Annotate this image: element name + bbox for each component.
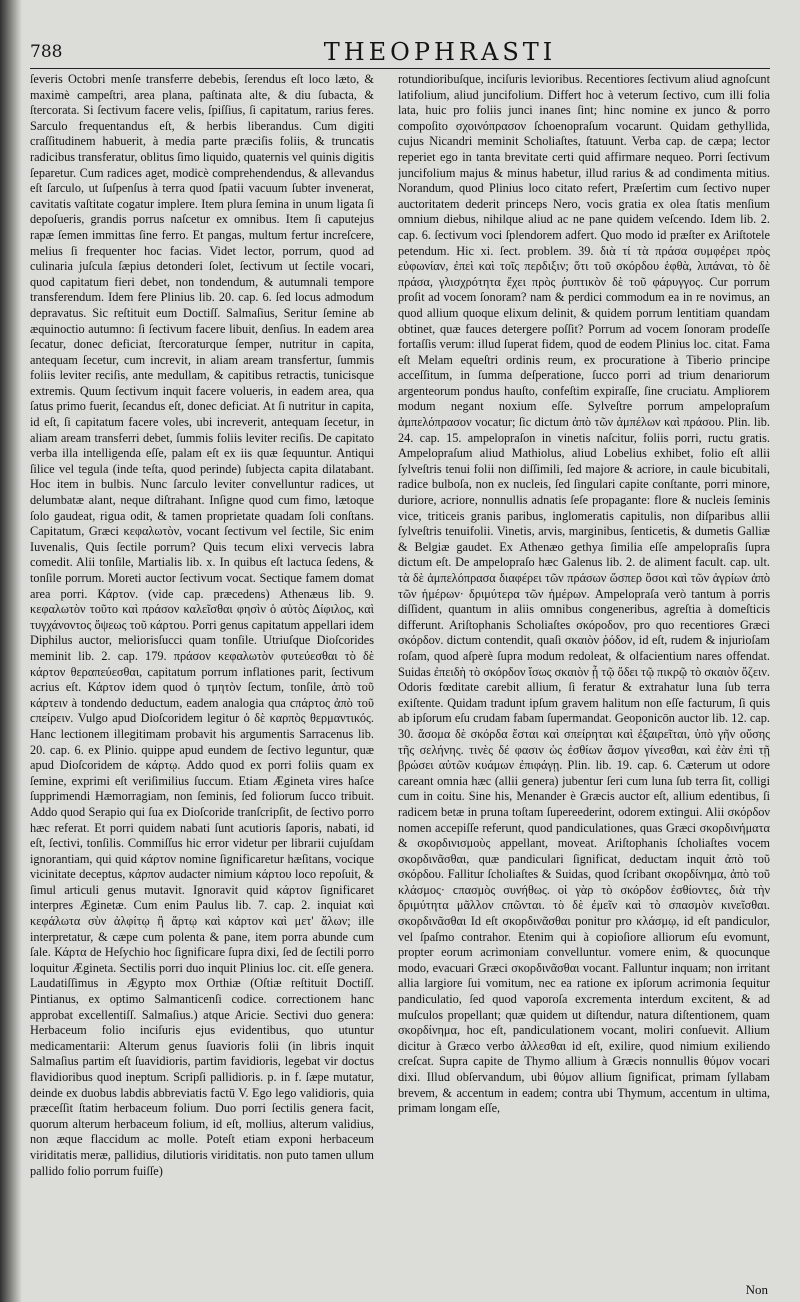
left-column (30, 72, 374, 1282)
page-number: 788 (30, 42, 63, 62)
catchword: Non (745, 1282, 768, 1297)
right-column-text: rotundioribuſque, inciſuris levioribus. Recentiores ſectivum aliud agnoſcunt latifolium, aliud juncifolium. Differt hoc à veterum ſectivo, cum illi folia lata, huic pro foliis junci inanes ſint; hinc nomine ex junco & porro compoſito σχοινόπρασον ſchoenopraſum vocarunt. Quidam gethyllida, cujus Nicandri meminit Scholiaſtes, ſtatuunt. Verba cap. de cæpa; lector reperiet ego in tanta brevitate certi quid affirmare nequeo. Porri ſectivum juncifolium majus & minus habetur, illud rarius & ad condimenta mitius. Norandum, quod Plinius loco citato refert, Præſertim cum ſectivo nuper auctoritatem dederit princeps Nero, vocis gratia ex olea ſtatis menſium omnium diebus, nihilque aliud ac ne pane quidem veſcendo. Idem lib. 2. cap. 6. ſectivum voci ſplendorem adfert. Quo modo id præſter ex Ariſtotele petendum. Hic xi. ſect. problem. 39. διὰ τί τὰ πράσα συμφέρει πρὸς εὐφωνίαν, ἐπεὶ καὶ τοῖς περδιξιν; ὅτι τοῦ σκόρδου ἑφθὰ, λιπάναι, τὸ δὲ πράσα, γλισχρότητα ἔχει πρὸς ῥυπτικὸν δὲ τοῦ φάρυγγος. Cur porrum proſit ad vocem ſonoram? nam & perdici commodum ea in re novimus, an quod allium quoque elixum delinit, & quidem porrum lentitiam quandam obtinet, quæ fauces detergere poſſit? Porrum ad vocem ſonoram prodeſſe fortaſſis verum: illud ſuperat fidem, quod de eodem Plinius loc. citat. Fama eſt Melam equeſtri ordinis reum, ex procuratione à Tiberio principe acceſſitum, in ſumma deſperatione, ſucco porri ad trium denariorum argenteorum pondus hauſto, confeſtim expiraſſe, ſine cruciatu. Ampliorem modum negant noxium eſſe. Sylveſtre porrum ampelopraſum ἀμπελόπρασον vocatur; ſic dictum ἀπὸ τῶν ἀμπέλων καὶ πράσου. Plin. lib. 24. cap. 15. ampelopraſon in vinetis naſcitur, foliis porri, ructu gratis. Ampelopraſum aliud Mathiolus, aliud Lobelius exhibet, folio eſt allii ſylveſtris tenui folii non diſſimili, ſed majore & acriore, in caule bicubitali, radice bulboſa, non ex nucleis, ſed ſingulari capite conſtante, porri minore, duriore, acriore, nonnullis adnatis ſeſe propagante: flore & nucleis ſeminis vice, triticeis granis paribus, inglomeratis capitulis, non diſparibus allii ſylveſtris tenuifolii. Vinetis, arvis, marginibus, ſenticetis, & dumetis Galliæ & Belgiæ gaudet. Ex Athenæo gethya ſimilia eſſe ampelopraſis ſupra dictum eſt. De ampelopraſo hæc Galenus lib. 2. de aliment facult. cap. ult. τὰ δὲ ἀμπελόπρασα διαφέρει τῶν πράσων ὥσπερ ὅσοι καὶ τῶν ἀγρίων ἀπὸ τῶν ἡμέρων· δριμύτερα τῶν ἡμέρων. Ampelopraſa verò tantum à porris diſſident, quantum in aliis omnibus congeneribus, agreſtia à domeſticis differunt. Ariſtophanis Scholiaſtes σκόροδον, pro quo recentiores Græci σκόρδον. dictum contendit, quaſi σκαιὸν ῥόδον, id eſt, rudem & injurioſam roſam, quod aſperè ſupra modum redoleat, & olfacientium nares offendat. Suidas ἐπειδὴ τὸ σκόρδον ἴσως σκαιὸν ᾖ τῷ ὄδει τῷ πικρῷ τὸ σκαιὸν ὄζειν. Odoris fœditate carebit allium, ſi feratur & extrahatur luna ſub terra exiſtente. Quidam tradunt ipſum gravem halitum non eſſe facturum, ſi quis ab ipſorum eſu crudam fabam ſupermandat. Geoponicōn auctor lib. 12. cap. 30. ἄσομα δὲ σκόρδα ἔσται καὶ σπείρηται καὶ ἐξαιρεῖται, ὑπὸ γῆν οὔσης τῆς σελήνης. τινὲς δέ φασιν ὡς ἐσθίων ἄσμον γίνεσθαι, καὶ ἐὰν ἐπὶ τῇ βρώσει αὐτῶν κυάμων ἐπιφάγῃ. Plin. lib. 19. cap. 6. Cæterum ut odore careant omnia hæc (allii genera) jubentur ſeri cum luna ſub terra ſit, colligi cum in coitu. Sine his, Menander è Græcis auctor eſt, allium edentibus, ſi radicem betæ in pruna toſtam ſupereederint, odorem extingui. Alii σκόρδον nomen accepiſſe referunt, quod pandiculationes, quas Græci σκορδινήματα & σκορδινισμοὺς appellant, moveat. Ariſtophanis ſcholiaſtes vocem σκορδινᾶσθαι, quæ pandiculari ſignificat, deductam inquit ἀπὸ τοῦ σκόρδου. Fallitur ſcholiaſtes & Suidas, quod ſcribant σκορδίνημα, ἀπὸ τοῦ κλάσμος· ϲπασμὸς συνήθως. οἱ γὰρ τὸ σκόρδον ἐσθίοντες, διὰ τὴν δριμύτητα μᾶλλον ϲπῶνται. τὸ δὲ ἐμεῖν καὶ τὸ σπασμὸν κινεῖσθαι. σκορδινᾶσθαι Id eſt σκορδινᾶσθαι ponitur pro κλάσμῳ, id eſt pandiculor, vel ſpaſmo contrahor. Etenim qui à copioſiore alliorum eſu evomunt, propter eorum acrimoniam convelluntur. vomere enim, & quocunque modo, evacuari Græci σκορδινᾶσθαι vocant. Falluntur inquam; non irritant allia largiore ſui vomitum, nec ea ratione ex ipſorum acrimonia ſequitur pandiculatio, ſed quod vaporoſa excrementa interdum excitent, & ad muſculos propellant; quæ quidem ut diſtendur, natura diſtentionem, quam σκορδίνημα, hoc eſt, pandiculationem vocant, moliri conſuevit. Allium dicitur à Græco verbo ἀλλεσθαι id eſt, exilire, quod nimium exiliendo creſcat. Supra capite de Thymo allium à Græcis nonnullis θύμον vocari dixi. Illud obſervandum, ubi θύμον allium ſignificat, primam ſyllabam brevem, & accentum in eadem; contra ubi Thymum, accentum in ultima, primam longam eſſe, (398, 72, 770, 1116)
page-header (30, 38, 770, 69)
gutter-shadow (0, 0, 22, 1302)
running-head: THEOPHRASTI (323, 38, 557, 66)
right-column (398, 72, 770, 1282)
left-column-text: ſeveris Octobri menſe transferre debebis, ſerendus eſt loco læto, & maximè campeſtri, area plana, paſtinata alte, & diu ſubacta, & ſtercorata. Si ſectivum facere velis, ſpiſſius, ſi capitatum, rarius feres. Sarculo frequentandus eſt, & herbis liberandus. Cum digiti craſſitudinem habuerit, à media parte præciſis foliis, & truncatis radicibus transferatur, oblitus ſimo liquido, quaternis vel quinis digitis ſeparetur. Cum radices aget, modicè comprehendendus, & allevandus eſt ſarculo, ut ſuſpenſus à terra quod ſpatii vacuum ſubter invenerat, cavitatis vaſtitate cogatur implere. Item plura ſemina in unum ligata ſi depoſueris, grandis porrus naſcetur ex omnibus. Item ſi caputejus rapæ ſemen immittas ſine ferro. Et pangas, multum fertur increſcere, melius ſi frequenter hoc facias. Videt lector, porrum, quod ad culinaria juſcula ſæpius detonderi ſolet, ſectivum ut ſectile vocari, quod capitatum fieri debet, non tondendum, & autumnali tempore transferendum. Idem fere Plinius lib. 20. cap. 6. ſed locus admodum depravatus. Sic reſtituit eum Doctiſſ. Salmaſius, Seritur ſemine ab æquinoctio autumno: ſi ſectivum facere libuit, denſius. In eadem area ſecatur, donec deficiat, ſtercoraturque ſemper, nutritur in capita, antequam ſecetur, cum increvit, in aliam aream transfertur, ſummis foliis leviter reciſis, ante medullam, & capitibus retractis, tunicisque extremis. Quum ſectivum inquit facere volueris, in eadem area, qua ſatus primo fuerit, ſecandus eſt, donec deficiat. At ſi nutritur in capita, id eſt, ſi capitatum facere voles, ubi increverit, antequam ſecetur, in aliam aream transferri debet, ſummis foliis leviter reciſis. De capitato verba illa intelligenda eſſe, palam eſt ex iis quæ ſequuntur. Antiqui ſilice vel tegula (inde teſta, quod perinde) ſubjecta capita dilatabant. Hoc item in bulbis. Nunc ſarculo leviter convelluntur radices, ut delumbatæ alant, neque diſtrahant. Inſigne quod cum fimo, lætoque ſolo gaudeat, rigua odit, & tamen proprietate quadam ſoli conſtans. Capitatum, Græci κεφαλωτὸν, vocant ſectivum vel ſectile, Sic enim Iuvenalis, Quis ſectile porrum? Quis tecum elixi vervecis labra comedit. Alii tonſile, Martialis lib. x. In quibus eſt lactuca ſedens, & tonſile porrum. Moreti auctor ſectivum vocat. Sectique famem domat area porri. Κάρτον. (vide cap. præcedens) Athenæus lib. 9. κεφαλωτὸν τοῦτο καὶ πράσον καλεῖσθαι φησὶν ὁ αὐτὸς Δίφιλος, καὶ τυγχάνοντος ὄψεως τοῦ κάρτου. Porri genus capitatum appellari idem Diphilus auctor, meliorisſucci quam tonſile. Utriuſque Dioſcorides meminit lib. 2. cap. 179. πράσον κεφαλωτὸν φυτεύεσθαι τὸ δὲ κάρτον θεραπεύεσθαι, capitatum porrum inflationes parit, ſectivum acrius eſt. Κάρτον idem quod ὁ τμητὸν ſectum, tonſile, ἀπὸ τοῦ κάρτειν à tondendo deductum, eadem analogia qua ϲπάρτος ἀπὸ τοῦ ϲπείρειν. Vulgo apud Dioſcoridem legitur ὁ δὲ καρπὸς θερμαντικός. Hanc lectionem illegitimam probavit his argumentis Sarracenus lib. 20. cap. 6. ex Plinio. quippe apud eundem de ſectivo leguntur, quæ apud Dioſcoridem de κάρτῳ. Addo quod ex porri foliis quam ex ſemine, exprimi eſt veriſimilius ſuccum. Etiam Ægineta vires haſce ſupprimendi Hæmorragiam, non ſeminis, ſed foliorum ſucco tribuit. Addo quod Serapio qui ſua ex Dioſcoride tranſcripſit, de ſectivo porro hæc referat. Et porri quidem nabati ſunt acutioris ſaporis, nabati, id eſt, ſectivi, tonſilis. Commiſſus hic error videtur per librarii cujuſdam ignorantiam, qui quid κάρτον nomine ſignificaretur hæſitans, vocique vicinitate deceptus, κάρπον audacter nimium κάρτου loco repoſuit, & ſimul articuli genus mutavit. Ignoravit quid κάρτον ſignificaret interpres Æginetæ. Cum enim Paulus lib. 7. cap. 2. inquiat καὶ κεφάλωτα σὺν ἀλφίτῳ ἢ ἄρτῳ καὶ κάρτον καὶ μετ' ἄλων; ille interpretatur, & cæpe cum polenta & pane, item porra abunde cum ſale. Κάρτα de Heſychio hoc ſignificare ſupra dixi, ſed de ſectili porro loquitur Ægineta. Sectilis porri duo inquit Plinius loc. cit. eſſe genera. Laudatiſſimus in Ægypto mox Orthiæ (Oſtiæ reſtituit Doctiſſ. Pintianus, ex optimo Salmanticenſi codice. correctionem hanc approbat excellentiſſ. Salmaſius.) atque Aricie. Sectivi duo genera: Herbaceum folio inciſuris ejus evidentibus, quo utuntur medicamentarii: Alterum genus ſuavioris folii (in libris inquit Salmaſius partim eſt ſuavidioris, partim favidioris, legebat vir doctus flavidioribus quod ineptum. Scripſi pallidioris. p. in f. ſæpe mutatur, deinde ex duobus labdis abbreviatis factū V. Ego lego validioris, quia præceſſit ſtatim herbaceum folium. Duo porri ſectilis genera facit, quorum alterum herbaceum folium, id eſt, mollius, alterum validius, non æque flaccidum ac molle. Poteſt etiam exponi herbaceum viriditatis meræ, pallidius, dilutioris viriditatis. non puto tamen ullum pallido folio porrum fuiſſe) (30, 72, 374, 1178)
